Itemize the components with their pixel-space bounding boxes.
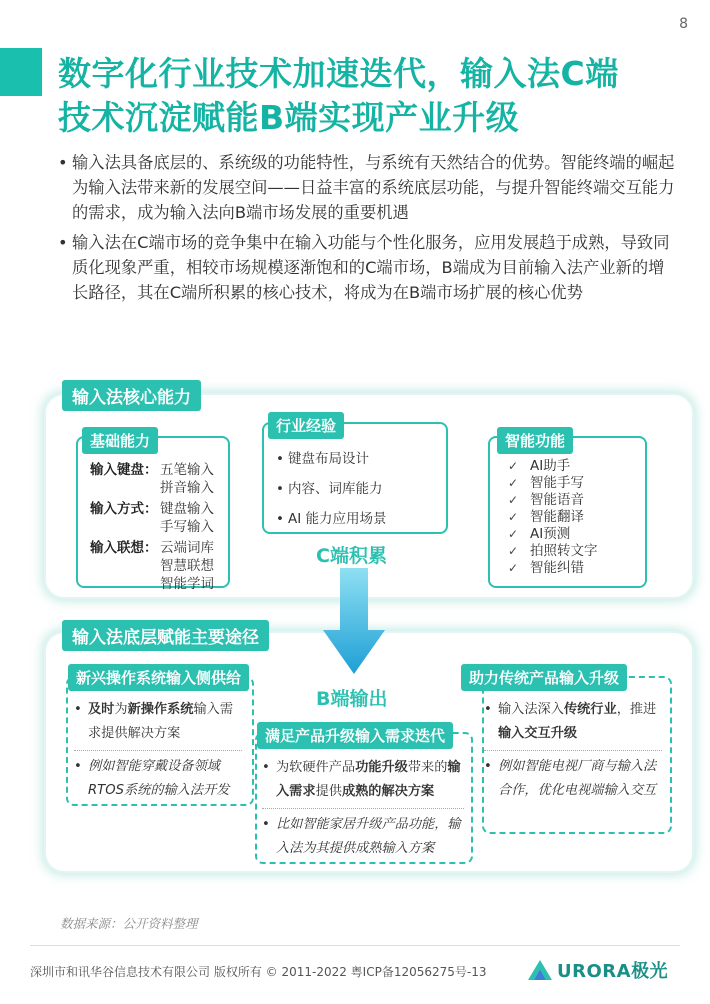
core-capability-tag: 输入法核心能力 bbox=[62, 380, 201, 411]
new-os-supply-tag: 新兴操作系统输入侧供给 bbox=[68, 664, 249, 691]
b-output-label: B端输出 bbox=[316, 688, 388, 710]
cap-row bbox=[90, 461, 225, 497]
list-item: ✓ 智能语音 bbox=[508, 492, 584, 508]
divider bbox=[262, 808, 464, 809]
list-item: ✓ 拍照转文字 bbox=[508, 543, 598, 559]
bullet-item: • 输入法具备底层的、系统级的功能特性，与系统有天然结合的优势。智能终端的崛起为输入法带来新的发展空间——日益丰富的系统底层功能，与提升智能终端交互能力的需求，成为输入法向B端市场发展的重要机遇 bbox=[58, 150, 678, 225]
list-item: • 内容、词库能力 bbox=[276, 474, 441, 504]
cap-item: 手写输入 bbox=[160, 519, 214, 535]
title-line-2: 技术沉淀赋能B端实现产业升级 bbox=[58, 98, 520, 137]
empower-routes-tag: 输入法底层赋能主要途径 bbox=[62, 620, 269, 651]
check-icon: ✓ bbox=[508, 459, 519, 473]
traditional-upgrade-list bbox=[484, 698, 662, 803]
footer-copyright: 深圳市和讯华谷信息技术有限公司 版权所有 © 2011-2022 粤ICP备12056275号-13 bbox=[30, 965, 487, 979]
list-item: • 例如智能电视厂商与输入法合作，优化电视端输入交互 bbox=[484, 755, 662, 803]
page-title bbox=[58, 52, 698, 140]
cap-row bbox=[90, 539, 225, 593]
list-item: • 比如智能家居升级产品功能，输入法为其提供成熟输入方案 bbox=[262, 813, 464, 861]
cap-item: 智慧联想 bbox=[160, 558, 214, 574]
new-os-supply-list bbox=[74, 698, 242, 803]
list-item: • 为软硬件产品功能升级带来的输入需求提供成熟的解决方案 bbox=[262, 756, 464, 804]
cap-label: 输入键盘： bbox=[90, 462, 158, 478]
cap-item: 智能学词 bbox=[160, 576, 214, 592]
cap-item: 键盘输入 bbox=[160, 501, 214, 517]
logo-text: URORA极光 bbox=[557, 961, 669, 982]
aurora-logo bbox=[527, 957, 668, 983]
traditional-upgrade-tag: 助力传统产品输入升级 bbox=[461, 664, 627, 691]
check-icon: ✓ bbox=[508, 493, 519, 507]
list-item: ✓ AI助手 bbox=[508, 458, 571, 474]
check-icon: ✓ bbox=[508, 510, 519, 524]
list-item: • 例如智能穿戴设备领域RTOS系统的输入法开发 bbox=[74, 755, 242, 803]
smart-function-list bbox=[508, 458, 638, 577]
footer-divider bbox=[30, 945, 680, 946]
product-upgrade-list bbox=[262, 756, 464, 861]
list-item: • 及时为新操作系统输入需求提供解决方案 bbox=[74, 698, 242, 746]
aurora-logo-icon bbox=[527, 959, 553, 981]
data-source: 数据来源：公开资料整理 bbox=[60, 916, 198, 931]
list-item: • AI 能力应用场景 bbox=[276, 504, 441, 534]
product-upgrade-tag: 满足产品升级输入需求迭代 bbox=[257, 722, 453, 749]
cap-label: 输入联想： bbox=[90, 540, 158, 556]
cap-item: 五笔输入 bbox=[160, 462, 214, 478]
list-item: ✓ 智能手写 bbox=[508, 475, 584, 491]
divider bbox=[74, 750, 242, 751]
basic-ability-list bbox=[90, 461, 225, 596]
page-number: 8 bbox=[679, 16, 688, 32]
cap-row bbox=[90, 500, 225, 536]
check-icon: ✓ bbox=[508, 561, 519, 575]
industry-experience-list bbox=[276, 444, 441, 534]
check-icon: ✓ bbox=[508, 527, 519, 541]
cap-item: 云端词库 bbox=[160, 540, 214, 556]
list-item: • 键盘布局设计 bbox=[276, 444, 441, 474]
cap-item: 拼音输入 bbox=[160, 480, 214, 496]
c-accumulate-label: C端积累 bbox=[316, 545, 387, 567]
bullet-item: • 输入法在C端市场的竞争集中在输入功能与个性化服务，应用发展趋于成熟，导致同质化现象严重，相较市场规模逐渐饱和的C端市场，B端成为目前输入法产业新的增长路径，其在C端所积累的核心技术，将成为在B端市场扩展的核心优势 bbox=[58, 230, 678, 305]
cap-label: 输入方式： bbox=[90, 501, 158, 517]
industry-experience-tag: 行业经验 bbox=[268, 412, 344, 439]
title-accent-bar bbox=[0, 48, 42, 96]
list-item: ✓ AI预测 bbox=[508, 526, 571, 542]
divider bbox=[484, 750, 662, 751]
list-item: ✓ 智能翻译 bbox=[508, 509, 584, 525]
smart-function-tag: 智能功能 bbox=[497, 427, 573, 454]
list-item: • 输入法深入传统行业，推进输入交互升级 bbox=[484, 698, 662, 746]
down-arrow-icon bbox=[322, 568, 386, 676]
check-icon: ✓ bbox=[508, 476, 519, 490]
intro-bullets bbox=[58, 150, 678, 310]
list-item: ✓ 智能纠错 bbox=[508, 560, 584, 576]
title-line-1: 数字化行业技术加速迭代，输入法C端 bbox=[58, 54, 619, 93]
check-icon: ✓ bbox=[508, 544, 519, 558]
basic-ability-tag: 基础能力 bbox=[82, 427, 158, 454]
